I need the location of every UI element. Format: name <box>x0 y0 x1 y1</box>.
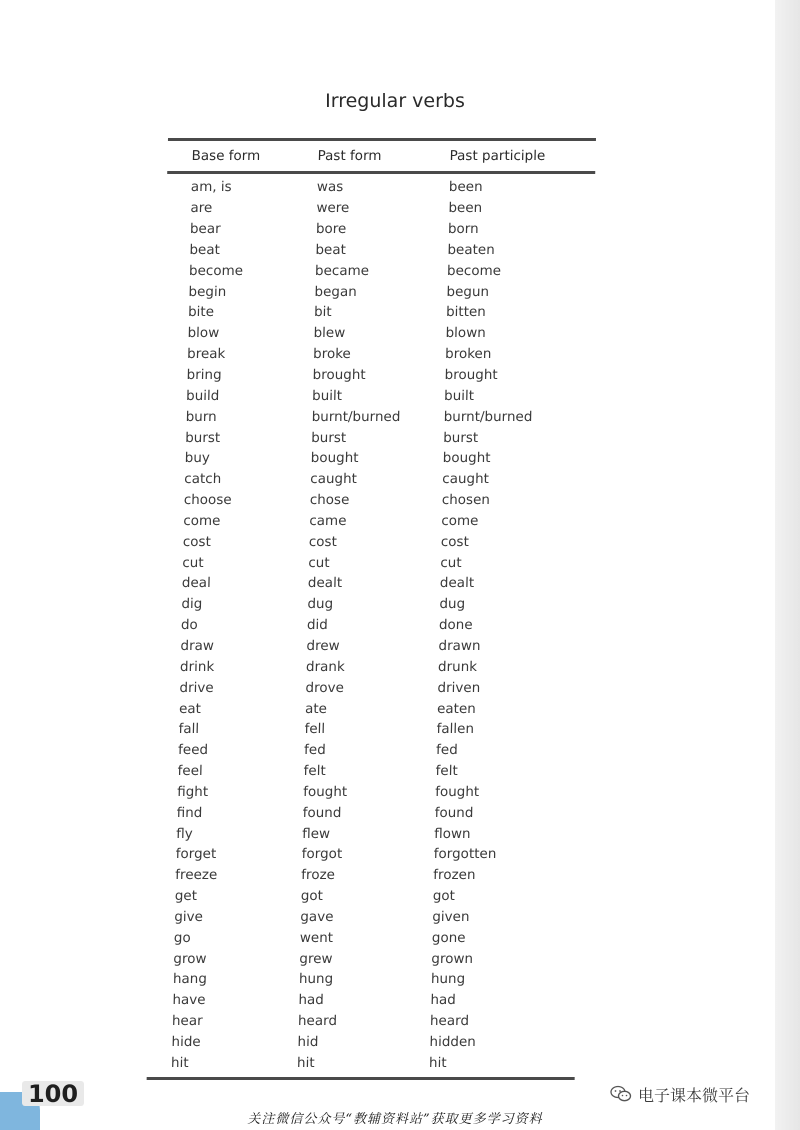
past-form-cell: bore <box>315 221 347 238</box>
past-participle-cell: drunk <box>437 658 478 675</box>
table-row <box>158 552 586 573</box>
past-participle-cell: come <box>441 512 479 529</box>
base-form-cell: bring <box>186 367 222 384</box>
past-participle-cell: beaten <box>447 241 495 258</box>
base-form-cell: catch <box>184 471 222 488</box>
base-form-cell: feed <box>177 742 209 759</box>
table-row <box>147 1052 575 1073</box>
base-form-cell: fight <box>176 783 209 800</box>
past-form-cell: fell <box>304 721 326 738</box>
past-form-cell: chose <box>309 492 350 509</box>
past-participle-cell: caught <box>442 471 490 488</box>
base-form-cell: cost <box>182 533 212 550</box>
past-form-cell: flew <box>302 825 331 842</box>
past-form-cell: bought <box>310 450 359 467</box>
base-form-cell: fly <box>176 825 193 842</box>
past-form-cell: blew <box>313 325 346 342</box>
past-form-cell: cut <box>308 554 330 571</box>
past-participle-cell: broken <box>444 346 492 363</box>
table-row <box>165 260 593 281</box>
past-form-cell: ate <box>304 700 328 717</box>
table-row <box>154 719 582 740</box>
past-participle-cell: burst <box>443 429 479 446</box>
base-form-cell: become <box>188 262 244 279</box>
past-participle-cell: bought <box>442 450 491 467</box>
past-participle-cell: got <box>432 888 456 905</box>
past-form-cell: forgot <box>301 846 343 863</box>
past-participle-cell: heard <box>429 1013 470 1030</box>
past-participle-cell: cost <box>440 533 470 550</box>
base-form-cell: dig <box>181 596 203 613</box>
past-form-cell: became <box>314 262 370 279</box>
base-form-cell: break <box>186 346 226 363</box>
past-participle-cell: found <box>434 804 474 821</box>
base-form-cell: grow <box>173 950 207 967</box>
base-form-cell: drive <box>179 679 214 696</box>
table-row <box>166 198 594 219</box>
base-form-cell: deal <box>181 575 211 592</box>
base-form-cell: have <box>172 992 206 1009</box>
watermark-text: 电子课本微平台 <box>638 1085 751 1105</box>
base-form-cell: fall <box>178 721 200 738</box>
past-form-cell: came <box>309 512 347 529</box>
past-form-cell: had <box>298 992 325 1009</box>
past-form-cell: hung <box>298 971 334 988</box>
base-form-cell: choose <box>183 492 232 509</box>
past-participle-cell: fought <box>434 783 480 800</box>
past-participle-cell: forgotten <box>433 846 497 863</box>
table-row <box>165 240 593 261</box>
past-form-cell: went <box>299 929 334 946</box>
base-form-cell: drink <box>179 658 215 675</box>
page-title: Irregular verbs <box>325 90 465 112</box>
past-form-cell: burst <box>311 429 347 446</box>
past-participle-cell: fed <box>435 742 458 759</box>
footer-promo: 关注微信公众号“教辅资料站”获取更多学习资料 <box>247 1112 543 1127</box>
table-row <box>152 802 580 823</box>
past-participle-cell: dealt <box>439 575 475 592</box>
past-form-cell: did <box>306 617 329 634</box>
past-form-cell: began <box>314 283 357 300</box>
past-form-cell: dealt <box>307 575 343 592</box>
past-form-cell: found <box>302 804 342 821</box>
base-form-cell: hang <box>172 971 208 988</box>
past-participle-cell: chosen <box>441 492 491 509</box>
table-row <box>167 177 595 198</box>
table-bottom-rule <box>147 1077 575 1080</box>
table-row <box>155 677 583 698</box>
past-form-cell: grew <box>299 950 333 967</box>
base-form-cell: eat <box>178 700 202 717</box>
base-form-cell: hide <box>171 1034 201 1051</box>
irregular-verbs-table <box>147 138 596 1080</box>
base-form-cell: get <box>174 888 198 905</box>
past-form-cell: beat <box>315 241 347 258</box>
past-participle-cell: hung <box>430 971 466 988</box>
past-form-cell: gave <box>300 908 334 925</box>
past-form-cell: was <box>316 179 344 196</box>
table-row <box>151 886 579 907</box>
past-form-cell: drew <box>306 637 340 654</box>
table-row <box>150 907 578 928</box>
table-row <box>156 656 584 677</box>
table-row <box>153 781 581 802</box>
base-form-cell: feel <box>177 763 203 780</box>
past-participle-cell: born <box>447 221 479 238</box>
base-form-cell: burst <box>185 429 221 446</box>
past-form-cell: drove <box>305 679 345 696</box>
table-row <box>156 636 584 657</box>
table-row <box>157 594 585 615</box>
past-participle-cell: bitten <box>445 304 487 321</box>
past-form-cell: brought <box>312 367 366 384</box>
table-row <box>164 281 592 302</box>
base-form-cell: build <box>185 387 220 404</box>
header-past-participle: Past participle <box>449 148 546 164</box>
past-participle-cell: hidden <box>429 1034 476 1051</box>
past-participle-cell: begun <box>446 283 490 300</box>
past-participle-cell: given <box>432 908 470 925</box>
past-participle-cell: become <box>446 262 502 279</box>
past-form-cell: bit <box>313 304 332 321</box>
past-form-cell: heard <box>297 1013 338 1030</box>
table-row <box>154 740 582 761</box>
past-form-cell: felt <box>303 763 326 780</box>
base-form-cell: are <box>190 200 213 217</box>
past-participle-cell: gone <box>431 929 466 946</box>
table-row <box>150 927 578 948</box>
base-form-cell: bite <box>187 304 215 321</box>
table-row <box>149 969 577 990</box>
header-past-form: Past form <box>317 148 382 164</box>
base-form-cell: do <box>180 617 198 634</box>
base-form-cell: draw <box>180 637 215 654</box>
base-form-cell: am, is <box>190 179 232 196</box>
past-form-cell: burnt/burned <box>311 408 401 425</box>
base-form-cell: begin <box>188 283 227 300</box>
past-participle-cell: fallen <box>436 721 475 738</box>
table-row <box>163 344 591 365</box>
past-form-cell: got <box>300 888 324 905</box>
base-form-cell: blow <box>187 325 220 342</box>
watermark <box>610 1083 750 1105</box>
base-form-cell: beat <box>189 241 221 258</box>
past-form-cell: fought <box>302 783 348 800</box>
page-edge-shadow <box>775 0 800 1130</box>
past-form-cell: broke <box>312 346 352 363</box>
table-row <box>164 302 592 323</box>
page-number: 100 <box>22 1081 84 1106</box>
table-row <box>155 698 583 719</box>
base-form-cell: come <box>183 512 221 529</box>
past-form-cell: fed <box>303 742 326 759</box>
base-form-cell: freeze <box>175 867 218 884</box>
table-row <box>163 323 591 344</box>
table-body <box>147 174 595 1073</box>
base-form-cell: find <box>176 804 203 821</box>
base-form-cell: hit <box>170 1054 189 1071</box>
past-participle-cell: built <box>443 387 475 404</box>
past-form-cell: hid <box>297 1034 319 1051</box>
past-form-cell: dug <box>307 596 334 613</box>
base-form-cell: go <box>173 929 191 946</box>
table-row <box>153 761 581 782</box>
base-form-cell: bear <box>189 221 221 238</box>
table-row <box>166 219 594 240</box>
past-participle-cell: drawn <box>438 637 481 654</box>
base-form-cell: forget <box>175 846 217 863</box>
table-row <box>159 511 587 532</box>
header-base-form: Base form <box>191 148 261 164</box>
table-row <box>147 1032 575 1053</box>
table-row <box>158 573 586 594</box>
past-participle-cell: driven <box>437 679 481 696</box>
base-form-cell: burn <box>185 408 217 425</box>
past-form-cell: were <box>316 200 350 217</box>
past-form-cell: hit <box>296 1054 315 1071</box>
base-form-cell: buy <box>184 450 211 467</box>
past-participle-cell: grown <box>431 950 474 967</box>
past-form-cell: froze <box>301 867 336 884</box>
past-participle-cell: had <box>430 992 457 1009</box>
past-participle-cell: dug <box>439 596 466 613</box>
base-form-cell: hear <box>171 1013 203 1030</box>
past-form-cell: cost <box>308 533 338 550</box>
table-row <box>160 469 588 490</box>
table-row <box>161 406 589 427</box>
past-form-cell: built <box>311 387 343 404</box>
table-row <box>162 365 590 386</box>
table-row <box>152 844 580 865</box>
past-participle-cell: frozen <box>433 867 476 884</box>
table-row <box>151 865 579 886</box>
past-participle-cell: hit <box>428 1054 447 1071</box>
table-row <box>157 615 585 636</box>
table-row <box>152 823 580 844</box>
wechat-icon <box>610 1085 632 1103</box>
table-row <box>160 490 588 511</box>
past-participle-cell: blown <box>445 325 486 342</box>
past-form-cell: caught <box>310 471 358 488</box>
table-row <box>148 990 576 1011</box>
base-form-cell: cut <box>182 554 204 571</box>
past-participle-cell: done <box>438 617 473 634</box>
past-participle-cell: burnt/burned <box>443 408 533 425</box>
table-row <box>149 948 577 969</box>
table-row <box>160 448 588 469</box>
past-participle-cell: been <box>448 200 483 217</box>
past-participle-cell: eaten <box>436 700 476 717</box>
past-participle-cell: flown <box>434 825 471 842</box>
table-row <box>162 385 590 406</box>
table-row <box>148 1011 576 1032</box>
past-participle-cell: been <box>448 179 483 196</box>
past-form-cell: drank <box>305 658 345 675</box>
table-row <box>159 531 587 552</box>
past-participle-cell: felt <box>435 763 458 780</box>
past-participle-cell: cut <box>440 554 462 571</box>
table-row <box>161 427 589 448</box>
table-header-row <box>167 141 596 171</box>
past-participle-cell: brought <box>444 367 498 384</box>
base-form-cell: give <box>174 908 204 925</box>
